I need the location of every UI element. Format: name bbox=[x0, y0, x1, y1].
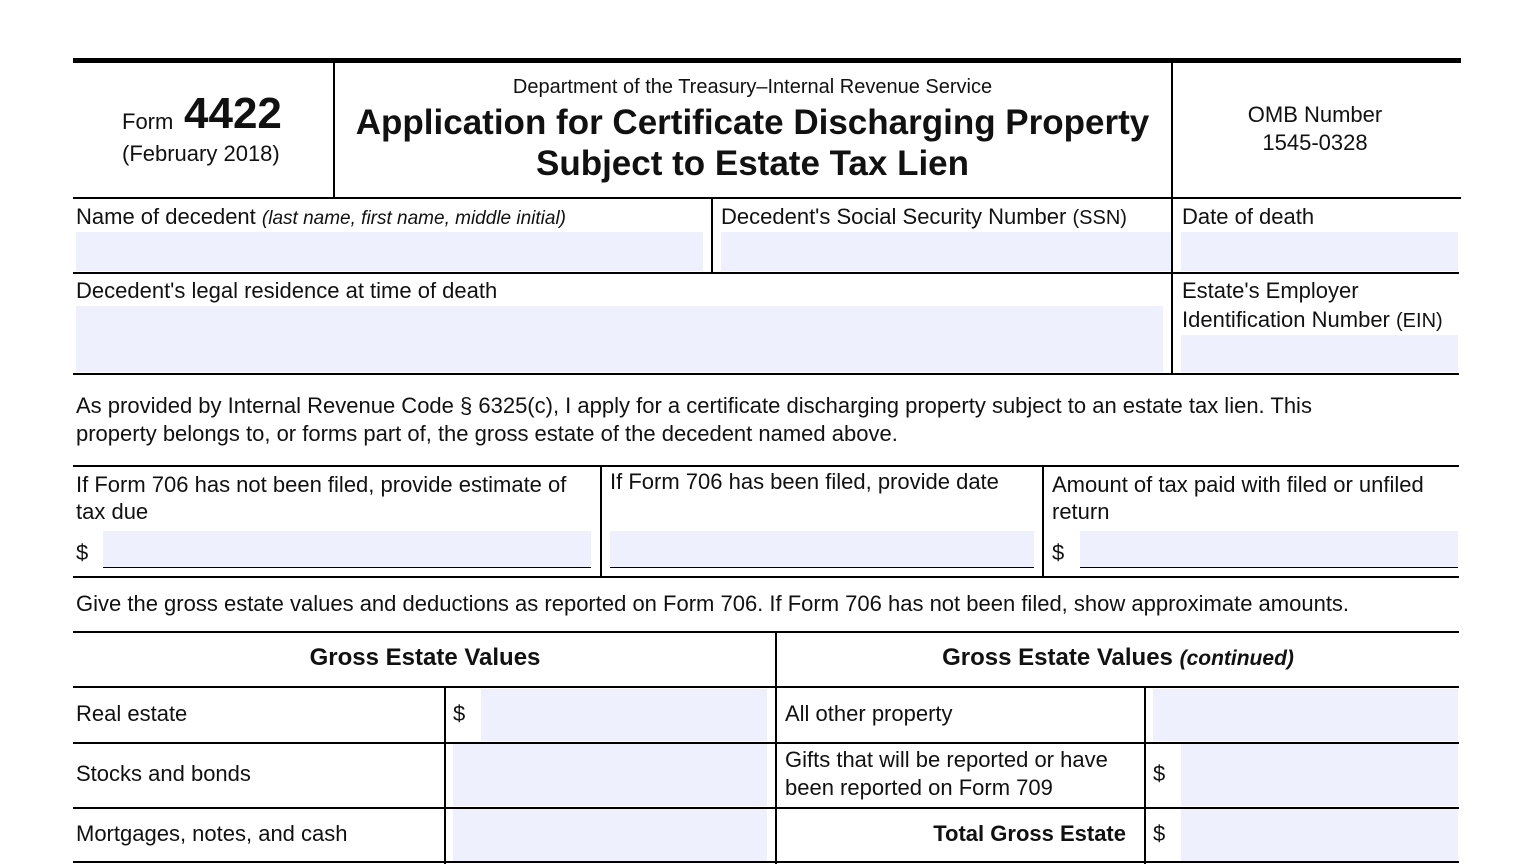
gifts-field[interactable] bbox=[1181, 744, 1458, 806]
total-gross-estate-label: Total Gross Estate bbox=[933, 821, 1126, 846]
gross-estate-left-header: Gross Estate Values bbox=[309, 644, 541, 671]
gross-estate-right-header: Gross Estate Values (continued) bbox=[942, 644, 1294, 671]
left-col-divider bbox=[444, 687, 446, 864]
total-gross-estate-currency: $ bbox=[1153, 821, 1166, 846]
ein-abbr: (EIN) bbox=[1396, 310, 1443, 332]
real-estate-label: Real estate bbox=[76, 701, 188, 726]
tax-paid-field[interactable] bbox=[1080, 531, 1458, 568]
right-col-divider bbox=[1144, 687, 1146, 864]
ein-field[interactable] bbox=[1181, 335, 1458, 372]
total-gross-estate-field[interactable] bbox=[1181, 809, 1458, 861]
estimated-tax-field[interactable] bbox=[103, 531, 591, 568]
stocks-bonds-label: Stocks and bonds bbox=[76, 761, 251, 786]
form-revision-date: (February 2018) bbox=[122, 141, 280, 166]
ein-label-line2: Identification Number (EIN) bbox=[1182, 307, 1443, 332]
mortgages-notes-cash-field[interactable] bbox=[453, 809, 767, 861]
gifts-currency: $ bbox=[1153, 761, 1166, 786]
decedent-name-field[interactable] bbox=[76, 232, 703, 271]
tax-paid-label-line1: Amount of tax paid with filed or unfiled bbox=[1052, 472, 1424, 497]
statement-line1: As provided by Internal Revenue Code § 6325(c), I apply for a certificate discharging property subject to an estate tax lien. This bbox=[76, 393, 1312, 418]
form-title-line1: Application for Certificate Discharging Property bbox=[355, 103, 1150, 142]
continued-note: (continued) bbox=[1179, 647, 1294, 670]
stocks-bonds-field[interactable] bbox=[453, 744, 767, 806]
omb-number: 1545-0328 bbox=[1262, 130, 1368, 155]
ssn-abbr: (SSN) bbox=[1072, 207, 1127, 229]
ein-label-line1: Estate's Employer bbox=[1182, 278, 1359, 303]
filed-date-field[interactable] bbox=[610, 531, 1034, 568]
form-number: 4422 bbox=[184, 89, 282, 138]
estimate-label-line2: tax due bbox=[76, 499, 149, 524]
decedent-name-hint: (last name, first name, middle initial) bbox=[261, 208, 567, 229]
table-header-bottom-rule bbox=[73, 686, 1459, 688]
tax-paid-label-line2: return bbox=[1052, 499, 1110, 524]
row1-divider-a bbox=[711, 198, 713, 273]
tax-paid-currency: $ bbox=[1052, 540, 1065, 565]
gifts-label-line2: been reported on Form 709 bbox=[785, 775, 1053, 800]
tax-divider-a bbox=[600, 466, 602, 577]
table-center-divider bbox=[775, 632, 777, 864]
tax-section-bottom-rule bbox=[73, 576, 1459, 578]
all-other-property-field[interactable] bbox=[1153, 689, 1458, 741]
form-label: Form bbox=[122, 109, 174, 134]
decedent-name-label: Name of decedent (last name, first name, middle initial) bbox=[76, 204, 567, 229]
tax-section-top-rule bbox=[73, 465, 1459, 467]
date-of-death-label: Date of death bbox=[1182, 204, 1315, 229]
instruction-text: Give the gross estate values and deductions as reported on Form 706. If Form 706 has not been filed, show approximate amounts. bbox=[76, 591, 1350, 616]
estimate-currency: $ bbox=[76, 540, 89, 565]
statement-line2: property belongs to, or forms part of, the gross estate of the decedent named above. bbox=[76, 421, 898, 446]
residence-field[interactable] bbox=[76, 306, 1163, 372]
gross-estate-top-rule bbox=[73, 631, 1459, 633]
estimate-label-line1: If Form 706 has not been filed, provide estimate of bbox=[76, 472, 567, 497]
left-row3-rule bbox=[73, 861, 776, 863]
right-row3-rule bbox=[776, 861, 1459, 863]
tax-divider-b bbox=[1042, 466, 1044, 577]
real-estate-field[interactable] bbox=[481, 689, 767, 741]
agency-name: Department of the Treasury–Internal Revenue Service bbox=[512, 76, 993, 98]
header-bottom-rule bbox=[73, 197, 1461, 199]
ssn-label: Decedent's Social Security Number (SSN) bbox=[721, 204, 1127, 229]
gifts-label-line1: Gifts that will be reported or have bbox=[785, 747, 1108, 772]
ssn-field[interactable] bbox=[721, 232, 1171, 271]
row2-bottom-rule bbox=[73, 373, 1459, 375]
filed-date-label: If Form 706 has been filed, provide date bbox=[610, 469, 999, 494]
residence-label: Decedent's legal residence at time of death bbox=[76, 278, 498, 303]
date-of-death-field[interactable] bbox=[1181, 232, 1458, 271]
form-title-line2: Subject to Estate Tax Lien bbox=[535, 144, 970, 183]
mortgages-notes-cash-label: Mortgages, notes, and cash bbox=[76, 821, 348, 846]
form-top-rule bbox=[73, 58, 1461, 63]
row1-bottom-rule bbox=[73, 272, 1459, 274]
all-other-property-label: All other property bbox=[785, 701, 953, 726]
real-estate-currency: $ bbox=[453, 701, 466, 726]
omb-label: OMB Number bbox=[1247, 102, 1383, 127]
